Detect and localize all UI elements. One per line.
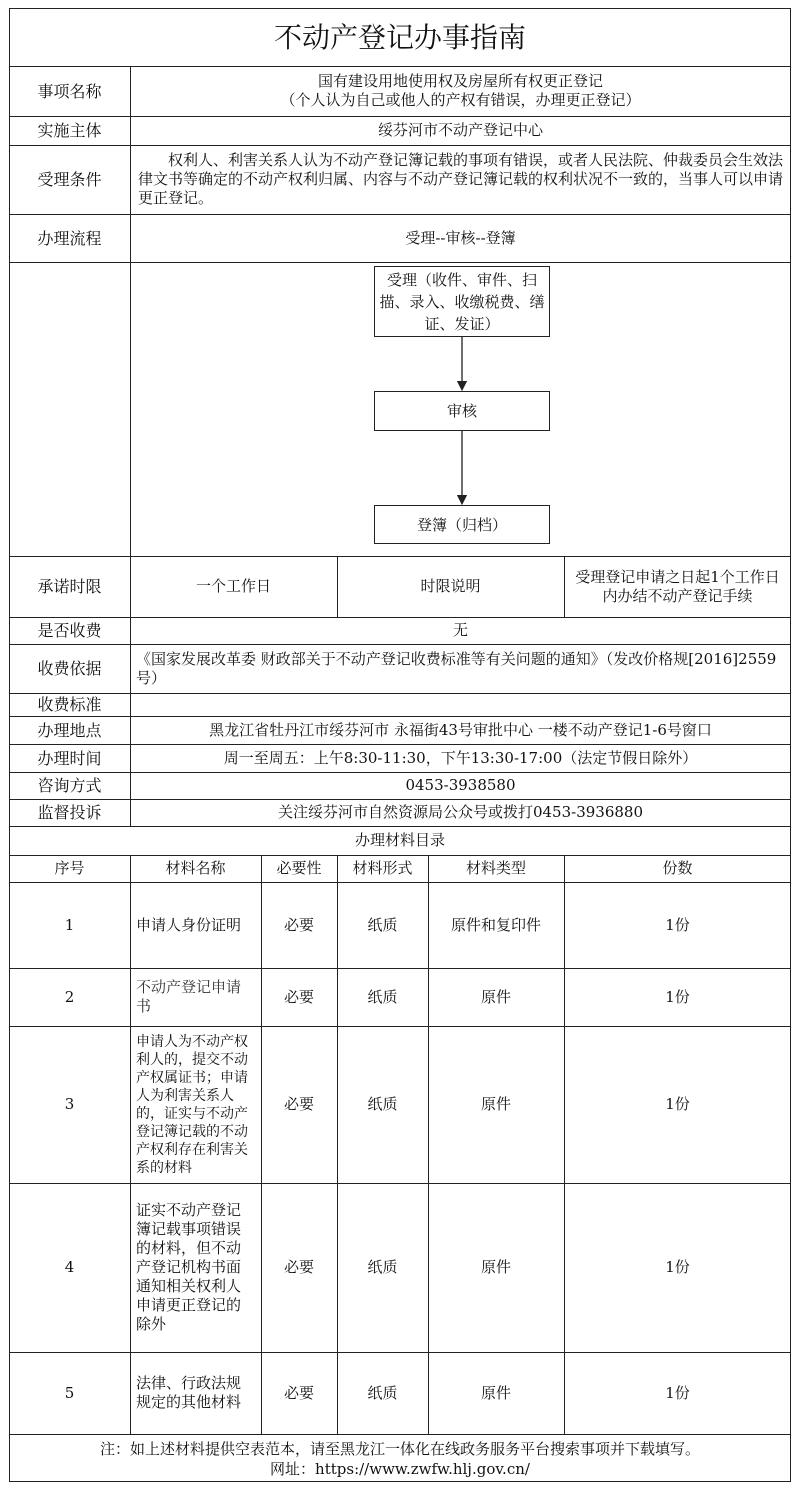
page-title: 不动产登记办事指南 xyxy=(273,20,526,54)
supervise-value: 关注绥芬河市自然资源局公众号或拨打0453-3936880 xyxy=(277,803,644,821)
row-no: 3 xyxy=(64,1095,75,1113)
row-no: 1 xyxy=(64,915,75,934)
item-name-label: 事项名称 xyxy=(37,81,102,101)
note-url[interactable]: 网址：https://www.zwfw.hlj.gov.cn/ xyxy=(270,1460,530,1478)
row-form: 纸质 xyxy=(367,1095,398,1113)
promise-value: 一个工作日 xyxy=(195,577,271,595)
row-type: 原件 xyxy=(480,1258,511,1276)
col-header-copies: 份数 xyxy=(662,859,693,877)
process-label: 办理流程 xyxy=(37,228,102,248)
col-header-name: 材料名称 xyxy=(165,859,226,877)
fee-standard-value xyxy=(130,693,791,716)
fee-basis-value: 《国家发展改革委 财政部关于不动产登记收费标准等有关问题的通知》（发改价格规[2016]2559号） xyxy=(136,649,777,687)
consult-label: 咨询方式 xyxy=(37,776,102,795)
flow-step-review: 审核 xyxy=(374,391,550,431)
row-type: 原件和复印件 xyxy=(450,915,541,934)
row-name: 法律、行政法规规定的其他材料 xyxy=(136,1374,242,1411)
promise-explain-value: 受理登记申请之日起1个工作日内办结不动产登记手续 xyxy=(575,567,780,605)
row-name: 不动产登记申请书 xyxy=(136,978,242,1015)
conditions-label: 受理条件 xyxy=(37,170,102,189)
row-required: 必要 xyxy=(283,1383,314,1402)
agency-value: 绥芬河市不动产登记中心 xyxy=(377,121,543,139)
row-required: 必要 xyxy=(283,1095,314,1113)
fee-label: 是否收费 xyxy=(37,621,102,640)
col-header-form: 材料形式 xyxy=(352,859,413,877)
flow-step-accept: 受理（收件、审件、扫描、录入、收缴税费、缮证、发证） xyxy=(374,266,550,337)
item-name-line1: 国有建设用地使用权及房屋所有权更正登记 xyxy=(317,72,603,90)
row-no: 2 xyxy=(64,987,75,1006)
row-copies: 1份 xyxy=(665,915,690,934)
row-type: 原件 xyxy=(480,1383,511,1402)
hours-value: 周一至周五：上午8:30-11:30，下午13:30-17:00（法定节假日除外） xyxy=(223,748,698,767)
hours-label: 办理时间 xyxy=(37,748,102,768)
footer-note xyxy=(9,1436,791,1482)
note-line1: 注：如上述材料提供空表范本，请至黑龙江一体化在线政务服务平台搜索事项并下载填写。 xyxy=(99,1440,700,1458)
row-form: 纸质 xyxy=(367,987,398,1006)
row-type: 原件 xyxy=(480,987,511,1006)
row-copies: 1份 xyxy=(665,1095,690,1113)
row-name: 申请人身份证明 xyxy=(136,915,242,934)
fee-value: 无 xyxy=(452,621,468,639)
row-type: 原件 xyxy=(480,1095,511,1113)
promise-explain-label: 时限说明 xyxy=(420,577,481,595)
flow-step-register: 登簿（归档） xyxy=(374,505,550,544)
row-copies: 1份 xyxy=(665,1258,690,1276)
item-name-line2: （个人认为自己或他人的产权有错误，办理更正登记） xyxy=(280,91,641,109)
col-header-type: 材料类型 xyxy=(465,859,526,877)
row-required: 必要 xyxy=(283,987,314,1006)
row-name: 证实不动产登记簿记载事项错误的材料，但不动产登记机构书面通知相关权利人申请更正登记的除外 xyxy=(136,1201,242,1333)
row-form: 纸质 xyxy=(367,1383,398,1402)
col-header-required: 必要性 xyxy=(276,859,322,877)
materials-heading: 办理材料目录 xyxy=(354,831,445,849)
row-no: 4 xyxy=(64,1258,75,1276)
col-header-no: 序号 xyxy=(54,859,85,877)
fee-basis-label: 收费依据 xyxy=(37,659,102,678)
process-value: 受理--审核--登簿 xyxy=(405,228,516,247)
fee-standard-label: 收费标准 xyxy=(37,695,102,714)
supervise-label: 监督投诉 xyxy=(37,803,102,822)
row-copies: 1份 xyxy=(665,1383,690,1402)
location-label: 办理地点 xyxy=(37,720,102,740)
agency-label: 实施主体 xyxy=(37,121,102,140)
row-copies: 1份 xyxy=(665,987,690,1006)
conditions-value: 权利人、利害关系人认为不动产登记簿记载的事项有错误，或者人民法院、仲裁委员会生效法律文书等确定的不动产权利归属、内容与不动产登记簿记载的权利状况不一致的，当事人可以申请更正登记。 xyxy=(138,151,784,207)
row-form: 纸质 xyxy=(367,1258,398,1276)
promise-label: 承诺时限 xyxy=(37,577,102,596)
row-no: 5 xyxy=(64,1383,75,1402)
row-required: 必要 xyxy=(283,915,314,934)
location-value: 黑龙江省牡丹江市绥芬河市 永福街43号审批中心 一楼不动产登记1-6号窗口 xyxy=(209,720,712,739)
row-required: 必要 xyxy=(283,1258,314,1276)
row-name: 申请人为不动产权利人的，提交不动产权属证书；申请人为利害关系人的，证实与不动产登记簿记载的不动产权利存在利害关系的材料 xyxy=(136,1033,248,1176)
row-form: 纸质 xyxy=(367,915,398,934)
consult-value: 0453-3938580 xyxy=(405,776,516,794)
